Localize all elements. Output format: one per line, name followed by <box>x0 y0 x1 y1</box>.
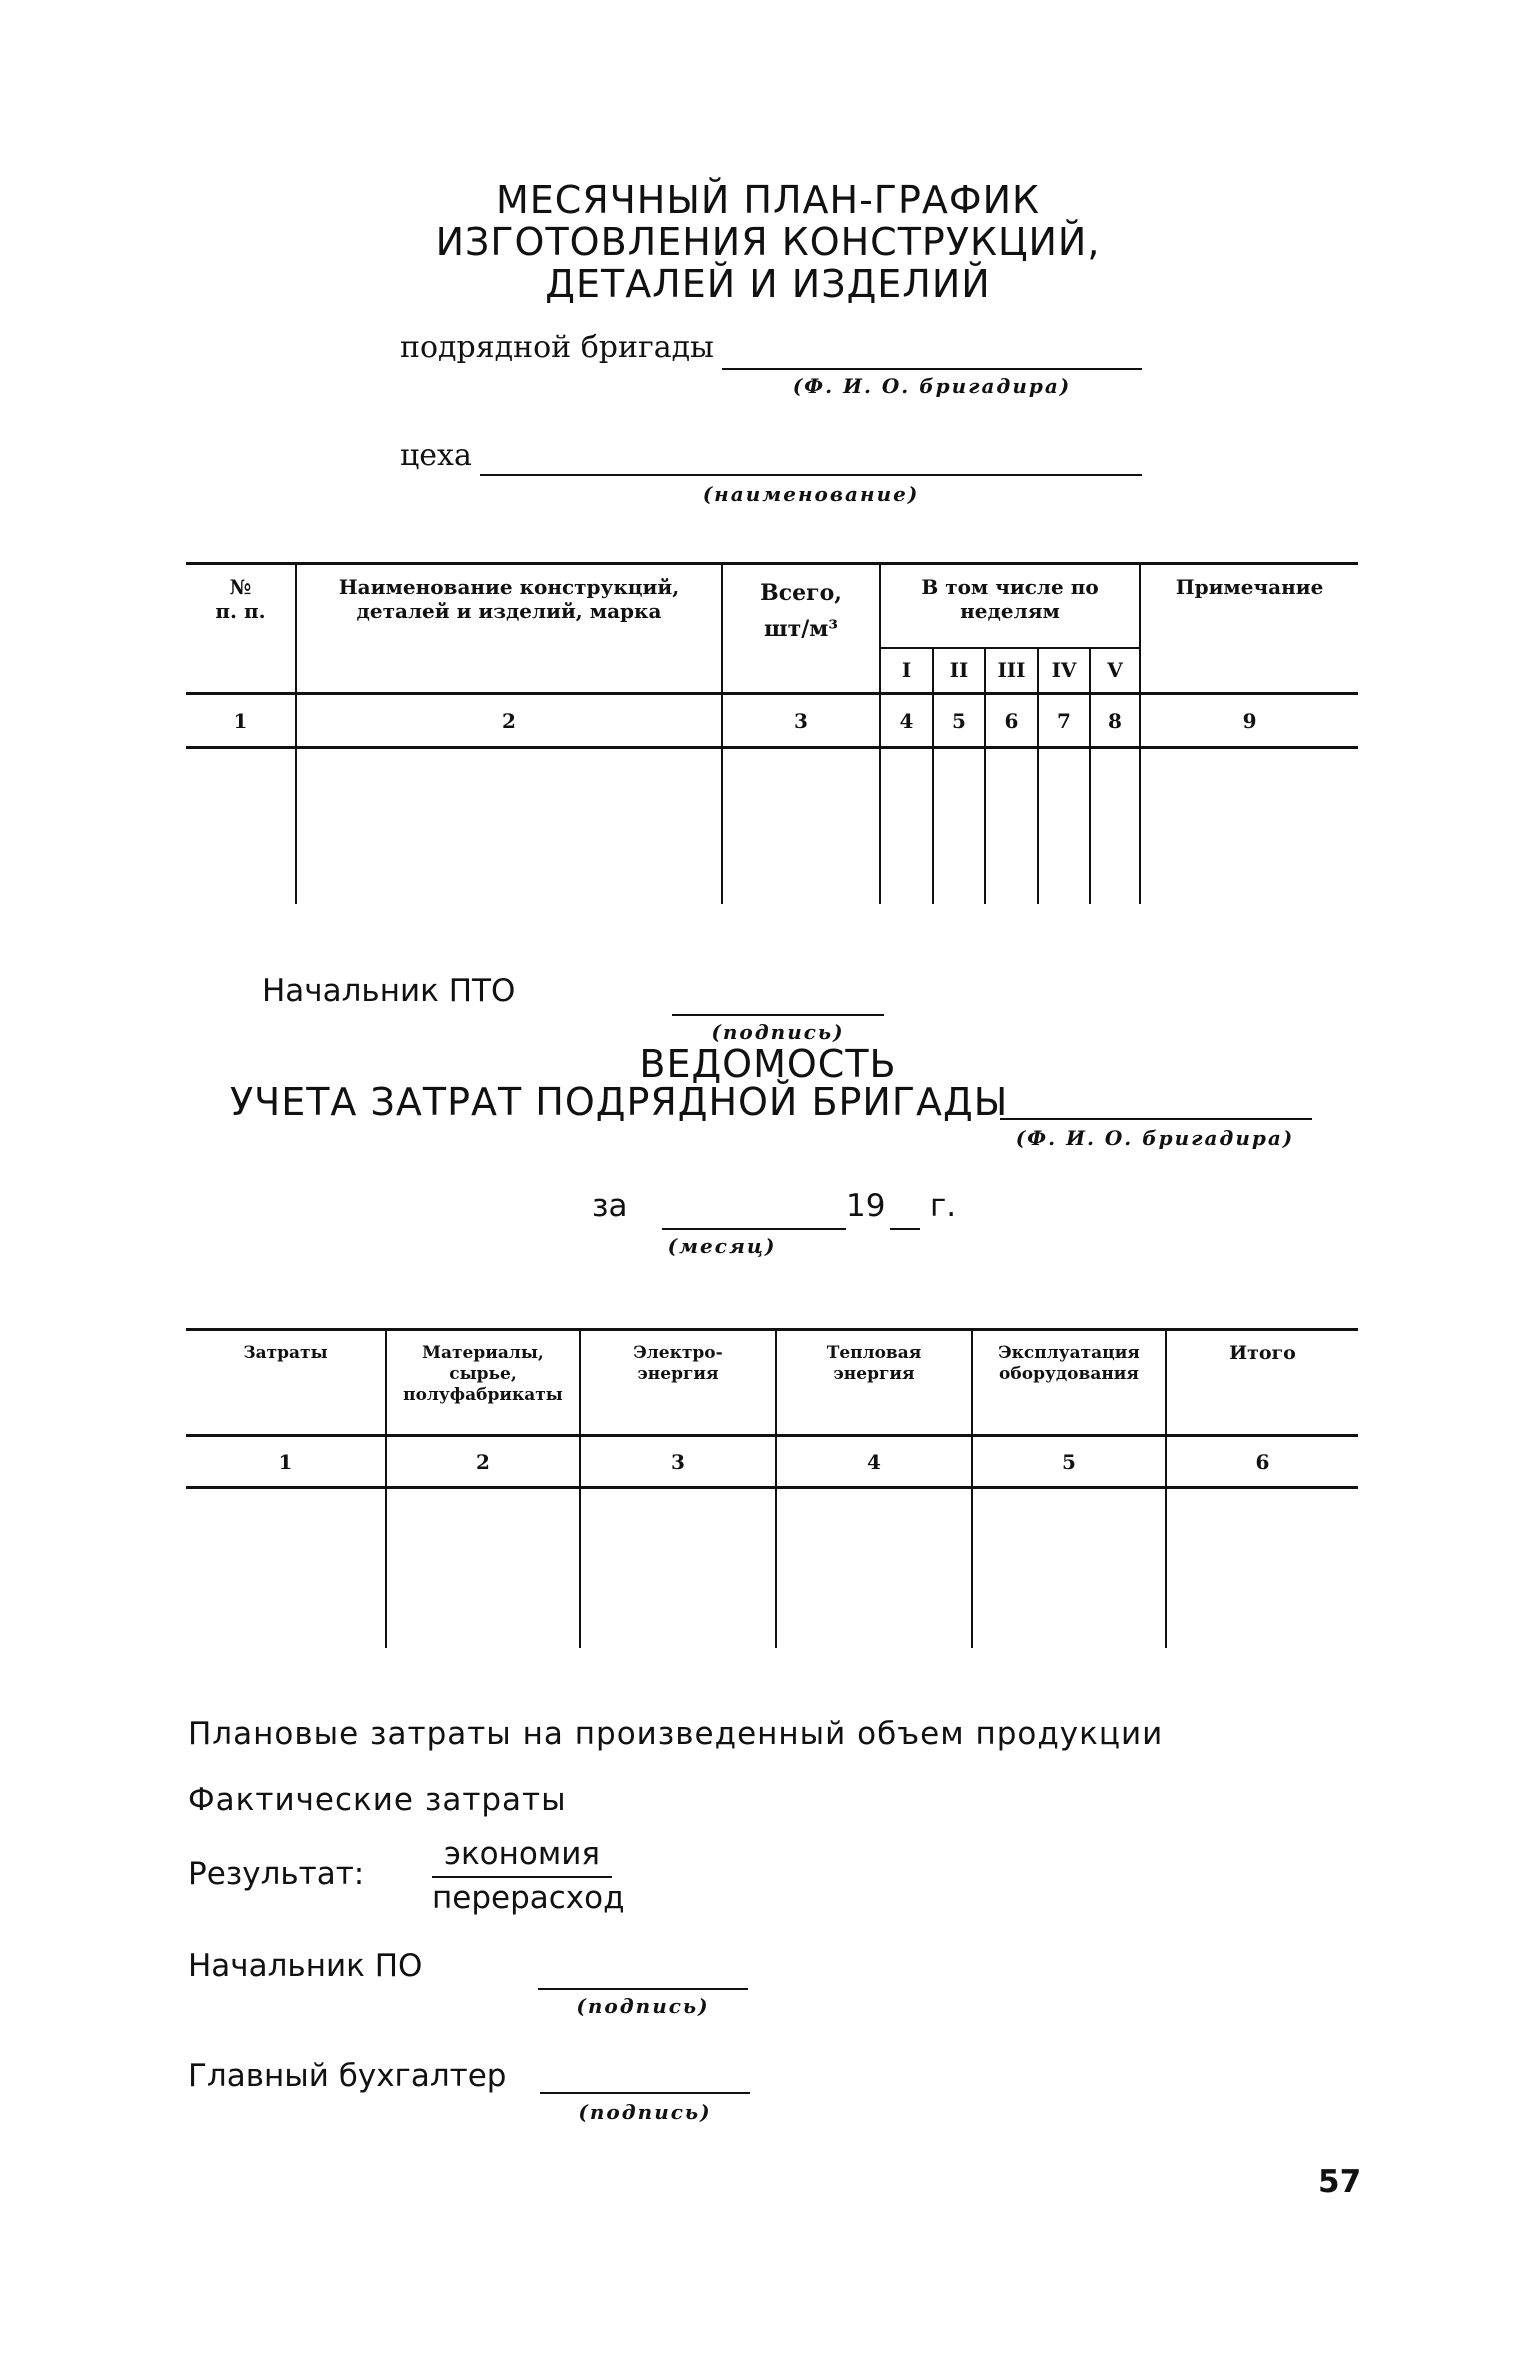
ledger-col-num-6: 6 <box>1166 1436 1358 1488</box>
header-no-text: № п. п. <box>215 575 266 623</box>
ledger-col-num-2: 2 <box>386 1436 580 1488</box>
col-num-3: 3 <box>722 694 880 748</box>
po-label: Начальник ПО <box>188 1948 423 1984</box>
year-suffix: г. <box>930 1188 957 1224</box>
col-num-7: 7 <box>1038 694 1090 748</box>
plan-title-line2: ИЗГОТОВЛЕНИЯ КОНСТРУКЦИЙ, <box>435 220 1101 264</box>
week-4: IV <box>1038 648 1090 694</box>
result-label: Результат: <box>188 1856 365 1892</box>
header-note-text: Примечание <box>1175 575 1324 599</box>
planned-costs-text: Плановые затраты на произведенный объем продукции <box>188 1716 1164 1752</box>
ledger-brigade-hint: (Ф. И. О. бригадира) <box>1015 1126 1295 1150</box>
brigade-label: подрядной бригады <box>400 330 714 365</box>
plan-empty-row <box>186 748 1358 904</box>
col-num-8: 8 <box>1090 694 1140 748</box>
header-name-text: Наименование конструкций, деталей и изделий, марка <box>338 575 680 623</box>
week-1: I <box>880 648 933 694</box>
ledger-header-costs: Затраты <box>186 1330 386 1436</box>
shop-label: цеха <box>400 438 472 473</box>
ledger-header-equipment: Эксплуатация оборудования <box>972 1330 1166 1436</box>
year-blank-line <box>890 1228 920 1230</box>
brigade-blank-line <box>722 368 1142 370</box>
header-total <box>722 564 880 694</box>
result-overspend: перерасход <box>432 1880 625 1916</box>
po-hint: (подпись) <box>576 1994 710 2018</box>
result-economy: экономия <box>443 1836 601 1872</box>
shop-hint: (наименование) <box>702 482 920 506</box>
header-note <box>1140 564 1358 694</box>
col-num-9: 9 <box>1140 694 1358 748</box>
week-2: II <box>933 648 985 694</box>
col-num-4: 4 <box>880 694 933 748</box>
ledger-title-line2: УЧЕТА ЗАТРАТ ПОДРЯДНОЙ БРИГАДЫ <box>230 1080 1009 1124</box>
header-total-text: Всего, шт/м³ <box>760 580 842 642</box>
brigade-hint: (Ф. И. О. бригадира) <box>792 374 1072 398</box>
plan-title-line3: ДЕТАЛЕЙ И ИЗДЕЛИЙ <box>545 262 991 306</box>
col-num-1: 1 <box>186 694 296 748</box>
actual-costs-text: Фактические затраты <box>188 1782 567 1818</box>
year-label: 19 <box>846 1188 886 1224</box>
accountant-sign-line <box>540 2092 750 2094</box>
ledger-header-heat: Тепловая энергия <box>776 1330 972 1436</box>
ledger-brigade-line <box>1000 1118 1312 1120</box>
ledger-col-num-3: 3 <box>580 1436 776 1488</box>
month-hint: (месяц) <box>667 1234 777 1258</box>
pto-hint: (подпись) <box>711 1020 845 1044</box>
week-3: III <box>985 648 1038 694</box>
week-5: V <box>1090 648 1140 694</box>
ledger-col-num-1: 1 <box>186 1436 386 1488</box>
header-weeks <box>880 564 1140 648</box>
accountant-label: Главный бухгалтер <box>188 2058 507 2094</box>
ledger-header-materials: Материалы, сырье, полуфабрикаты <box>386 1330 580 1436</box>
col-num-2: 2 <box>296 694 722 748</box>
month-blank-line <box>662 1228 846 1230</box>
ledger-col-num-4: 4 <box>776 1436 972 1488</box>
ledger-table <box>186 1328 1358 1648</box>
ledger-header-electricity: Электро-энергия <box>580 1330 776 1436</box>
page-number: 57 <box>1318 2164 1362 2200</box>
header-no <box>186 564 296 694</box>
header-weeks-text: В том числе по неделям <box>921 575 1099 623</box>
ledger-empty-row <box>186 1488 1358 1648</box>
ledger-col-num-5: 5 <box>972 1436 1166 1488</box>
plan-title-line1: МЕСЯЧНЫЙ ПЛАН-ГРАФИК <box>495 178 1041 222</box>
result-fraction-line <box>432 1876 612 1878</box>
ledger-header-total: Итого <box>1166 1330 1358 1436</box>
col-num-6: 6 <box>985 694 1038 748</box>
shop-blank-line <box>480 474 1142 476</box>
col-num-5: 5 <box>933 694 985 748</box>
ledger-title-line1: ВЕДОМОСТЬ <box>639 1042 897 1086</box>
pto-label: Начальник ПТО <box>262 973 516 1009</box>
plan-table <box>186 562 1358 904</box>
accountant-hint: (подпись) <box>578 2100 712 2124</box>
for-label: за <box>592 1188 628 1224</box>
pto-sign-line <box>672 1014 884 1016</box>
po-sign-line <box>538 1988 748 1990</box>
header-name <box>296 564 722 694</box>
